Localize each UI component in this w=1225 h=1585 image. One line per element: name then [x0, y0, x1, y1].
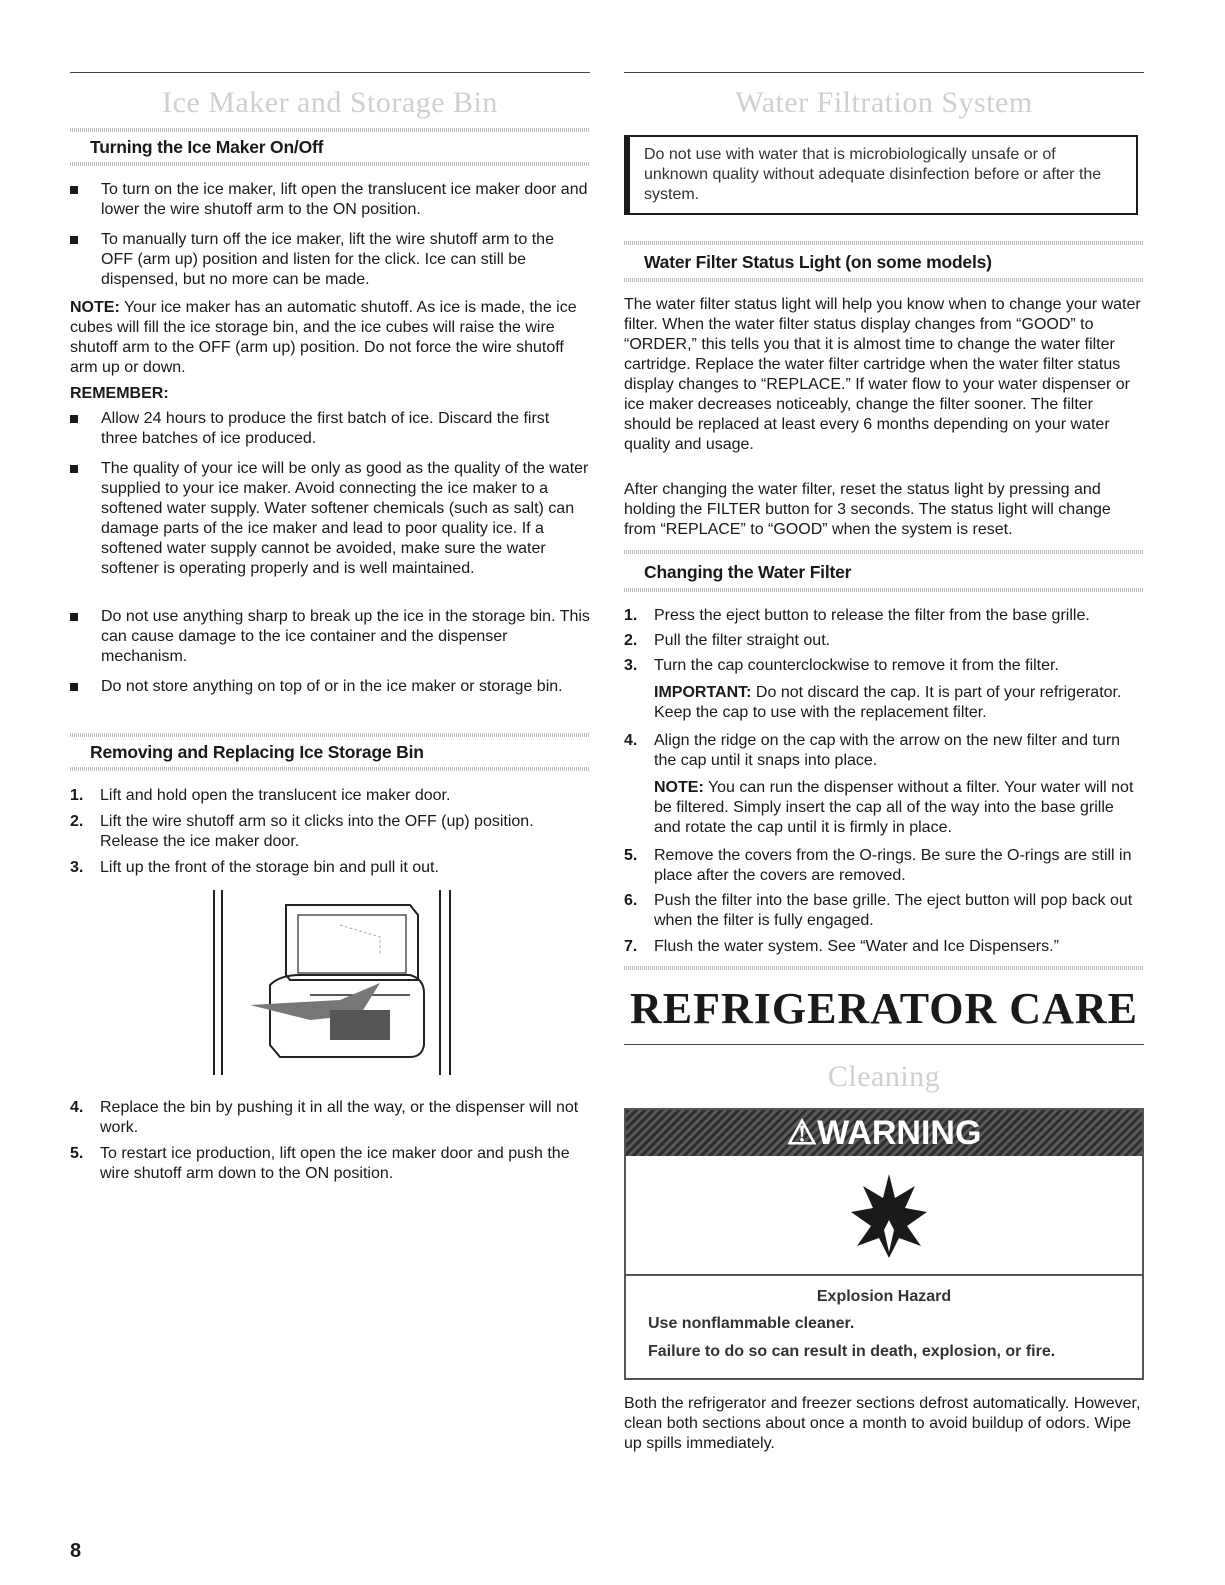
top-rule: [624, 72, 1144, 73]
caution-box: Do not use with water that is microbiologically unsafe or of unknown quality without adequate disinfection before or after the system.: [624, 135, 1138, 215]
cleaning-title: Cleaning: [827, 1060, 941, 1093]
shade-rule: [624, 588, 1144, 592]
subheading: Changing the Water Filter: [644, 562, 852, 582]
important-note: IMPORTANT: Do not discard the cap. It is part of your refrigerator. Keep the cap to use with the replacement filter.: [654, 684, 1122, 721]
explosion-icon: [849, 1168, 929, 1263]
care-title: REFRIGERATOR CARE: [630, 984, 1138, 1033]
subheading: Turning the Ice Maker On/Off: [90, 137, 324, 157]
shade-rule: [70, 162, 590, 166]
hazard-title: Explosion Hazard: [816, 1288, 952, 1305]
explosion-icon-panel: [626, 1156, 1142, 1276]
warning-box: [624, 1108, 1144, 1380]
warning-line: Failure to do so can result in death, explosion, or fire.: [648, 1343, 1056, 1360]
page-number: 8: [70, 1540, 82, 1562]
paragraph: After changing the water filter, reset the status light by pressing and holding the FILTER button for 3 seconds. The status light will change from “REPLACE” to “GOOD” when the system is reset.: [624, 481, 1111, 538]
note-paragraph: NOTE: You can run the dispenser without a filter. Your water will not be filtered. Simply insert the cap all of the way into the base grille and rotate the cap until it is firmly in place.: [654, 779, 1134, 836]
shade-rule: [624, 966, 1144, 970]
shade-rule: [70, 767, 590, 771]
shade-rule: [624, 278, 1144, 282]
warning-banner: ⚠WARNING: [626, 1110, 1142, 1156]
shade-rule: [70, 128, 590, 132]
remember-label: REMEMBER:: [70, 385, 169, 402]
shade-rule: [624, 241, 1144, 245]
section-title: Water Filtration System: [735, 86, 1033, 119]
paragraph: The water filter status light will help you know when to change your water filter. When the water filter status display changes from “GOOD” to “ORDER,” this tells you that it is almost time to change the water filter cartridge. Replace the water filter cartridge when the water filter status display changes to “REPLACE.” If water flow to your water dispenser or ice maker decreases noticeably, change the filter sooner. The filter should be replaced at least every 6 months depending on your water quality and usage.: [624, 296, 1141, 453]
subheading: Water Filter Status Light (on some models): [644, 252, 992, 272]
subheading: Removing and Replacing Ice Storage Bin: [90, 742, 424, 762]
shade-rule: [624, 550, 1144, 554]
care-rule: [624, 1044, 1144, 1045]
note-paragraph: NOTE: Your ice maker has an automatic shutoff. As ice is made, the ice cubes will fill the ice storage bin, and the ice cubes will raise the wire shutoff arm to the OFF (arm up) position. Do not force the wire shutoff arm up or down.: [70, 299, 577, 376]
paragraph: Both the refrigerator and freezer sections defrost automatically. However, clean both sections about once a month to avoid buildup of odors. Wipe up spills immediately.: [624, 1395, 1141, 1452]
shade-rule: [70, 733, 590, 737]
top-rule: [70, 72, 590, 73]
section-title: Ice Maker and Storage Bin: [162, 86, 498, 119]
ice-bin-illustration: [210, 885, 480, 1085]
warning-line: Use nonflammable cleaner.: [648, 1315, 855, 1332]
